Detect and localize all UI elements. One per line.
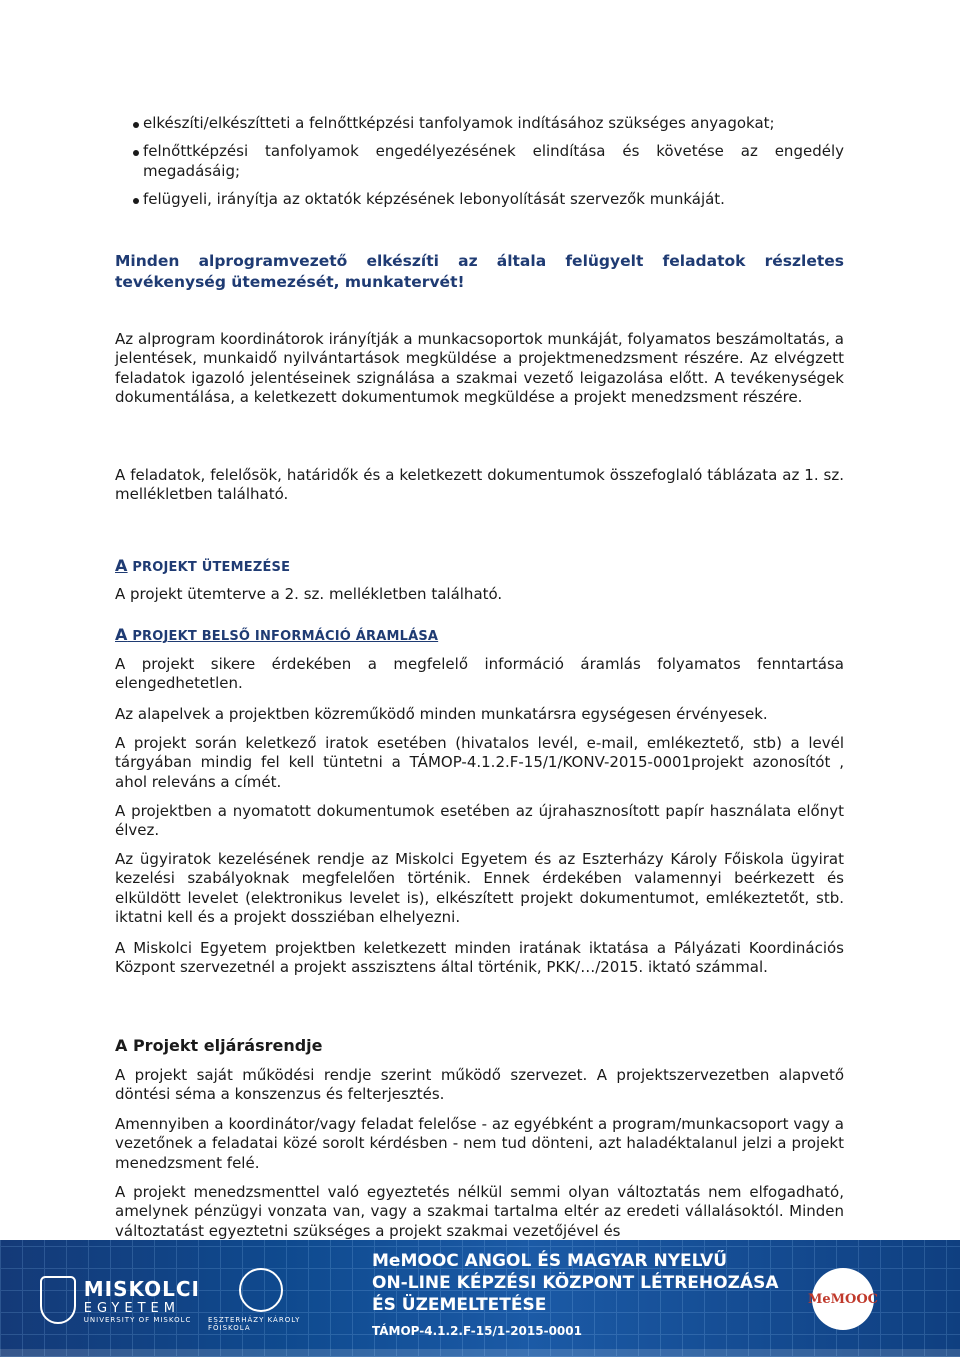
- bullet-icon: [133, 122, 139, 128]
- paragraph-principles: Az alapelvek a projektben közreműködő minden munkatársra egységesen érvényesek.: [115, 705, 768, 723]
- paragraph-escalation: Amennyiben a koordinátor/vagy feladat felelőse - az egyébként a program/munkacsoport vagy a vezetőnek a feladatai közé sorolt kérdésben - nem tud dönteni, azt haladéktalanul jelzi a projekt menedzsment felé.: [115, 1115, 844, 1172]
- paragraph-changes: A projekt menedzsmenttel való egyeztetés nélkül semmi olyan változtatás nem elfogadható, amelynek pénzügyi vonzata van, vagy a szakmai tartalma eltér az eredeti vállalásoktól. Minden változtatást egyeztetni szükséges a projekt szakmai vezetőjével és: [115, 1183, 844, 1240]
- bullet-icon: [133, 198, 139, 204]
- heading-schedule: A PROJEKT ÜTEMEZÉSE: [115, 556, 291, 575]
- paragraph-documents: A projekt során keletkező iratok esetében (hivatalos levél, e-mail, emlékeztető, stb) a levél tárgyában mindig fel kell tüntetni a TÁMOP-4.1.2.F-15/1/KONV-2015-0001projekt azonosítót , ahol releváns a címét.: [115, 734, 844, 791]
- seal-icon: [239, 1268, 283, 1312]
- footer-banner: [0, 1240, 960, 1357]
- footer-divider: [0, 1349, 960, 1357]
- list-item: felügyeli, irányítja az oktatók képzésének lebonyolítását szervezők munkáját.: [115, 190, 844, 209]
- memooc-logo: MeMOOC: [812, 1268, 874, 1330]
- heading-information-flow: A PROJEKT BELSŐ INFORMÁCIÓ ÁRAMLÁSA: [115, 625, 439, 644]
- subheading-procedure: A Projekt eljárásrendje: [115, 1036, 323, 1055]
- project-code: TÁMOP-4.1.2.F-15/1-2015-0001: [372, 1324, 582, 1338]
- paragraph-registration: A Miskolci Egyetem projektben keletkezett minden iratának iktatása a Pályázati Koordinációs Központ szervezetnél a projekt asszisztens által történik, PKK/…/2015. iktató számmal.: [115, 939, 844, 977]
- bold-statement: Minden alprogramvezető elkészíti az általa felügyelt feladatok részletes tevékenység ütemezését, munkatervét!: [115, 252, 844, 291]
- crest-icon: [40, 1276, 76, 1324]
- list-item: elkészíti/elkészítteti a felnőttképzési tanfolyamok indításához szükséges anyagokat;: [115, 114, 844, 133]
- miskolc-university-logo: MISKOLCI EGYETEM UNIVERSITY OF MISKOLC: [40, 1270, 200, 1330]
- eszterhazy-college-logo: ESZTERHÁZY KÁROLY FŐISKOLA: [208, 1268, 313, 1332]
- bullet-icon: [133, 150, 139, 156]
- paragraph-schedule: A projekt ütemterve a 2. sz. mellékletben található.: [115, 585, 503, 603]
- paragraph-summary-table: A feladatok, felelősök, határidők és a keletkezett dokumentumok összefoglaló táblázata az 1. sz. mellékletben található.: [115, 466, 844, 504]
- paragraph-information-flow: A projekt sikere érdekében a megfelelő információ áramlás folyamatos fenntartása elengedhetetlen.: [115, 655, 844, 693]
- project-title: MeMOOC ANGOL ÉS MAGYAR NYELVŰ ON-LINE KÉPZÉSI KÖZPONT LÉTREHOZÁSA ÉS ÜZEMELTETÉSE: [372, 1251, 779, 1315]
- paragraph-procedure: A projekt saját működési rendje szerint működő szervezet. A projektszervezetben alapvető döntési séma a konszenzus és felterjesztés.: [115, 1066, 844, 1104]
- paragraph-recycled-paper: A projektben a nyomatott dokumentumok esetében az újrahasznosított papír használata előnyt élvez.: [115, 802, 844, 840]
- list-item: felnőttképzési tanfolyamok engedélyezésének elindítása és követése az engedély megadásáig;: [115, 142, 844, 181]
- responsibility-list: [115, 114, 844, 219]
- paragraph-coordinators: Az alprogram koordinátorok irányítják a munkacsoportok munkáját, folyamatos beszámoltatás, a jelentések, munkaidő nyilvántartások megküldése a projektmenedzsment részére. Az elvégzett feladatok igazoló jelentéseinek szignálása a szakmai vezető leigazolása előtt. A tevékenységek dokumentálása, a keletkezett dokumentumok megküldése a projekt menedzsment részére.: [115, 330, 844, 407]
- paragraph-file-management: Az ügyiratok kezelésének rendje az Miskolci Egyetem és az Eszterházy Károly Főiskola ügyirat kezelési szabályoknak megfelelően történik. Ennek érdekében valamennyi beérkezett és elküldött levelet (elektronikus levelet is), elkészített projekt dokumentumot, emlékeztetőt, stb. iktatni kell és a projekt dossziéban elhelyezni.: [115, 850, 844, 927]
